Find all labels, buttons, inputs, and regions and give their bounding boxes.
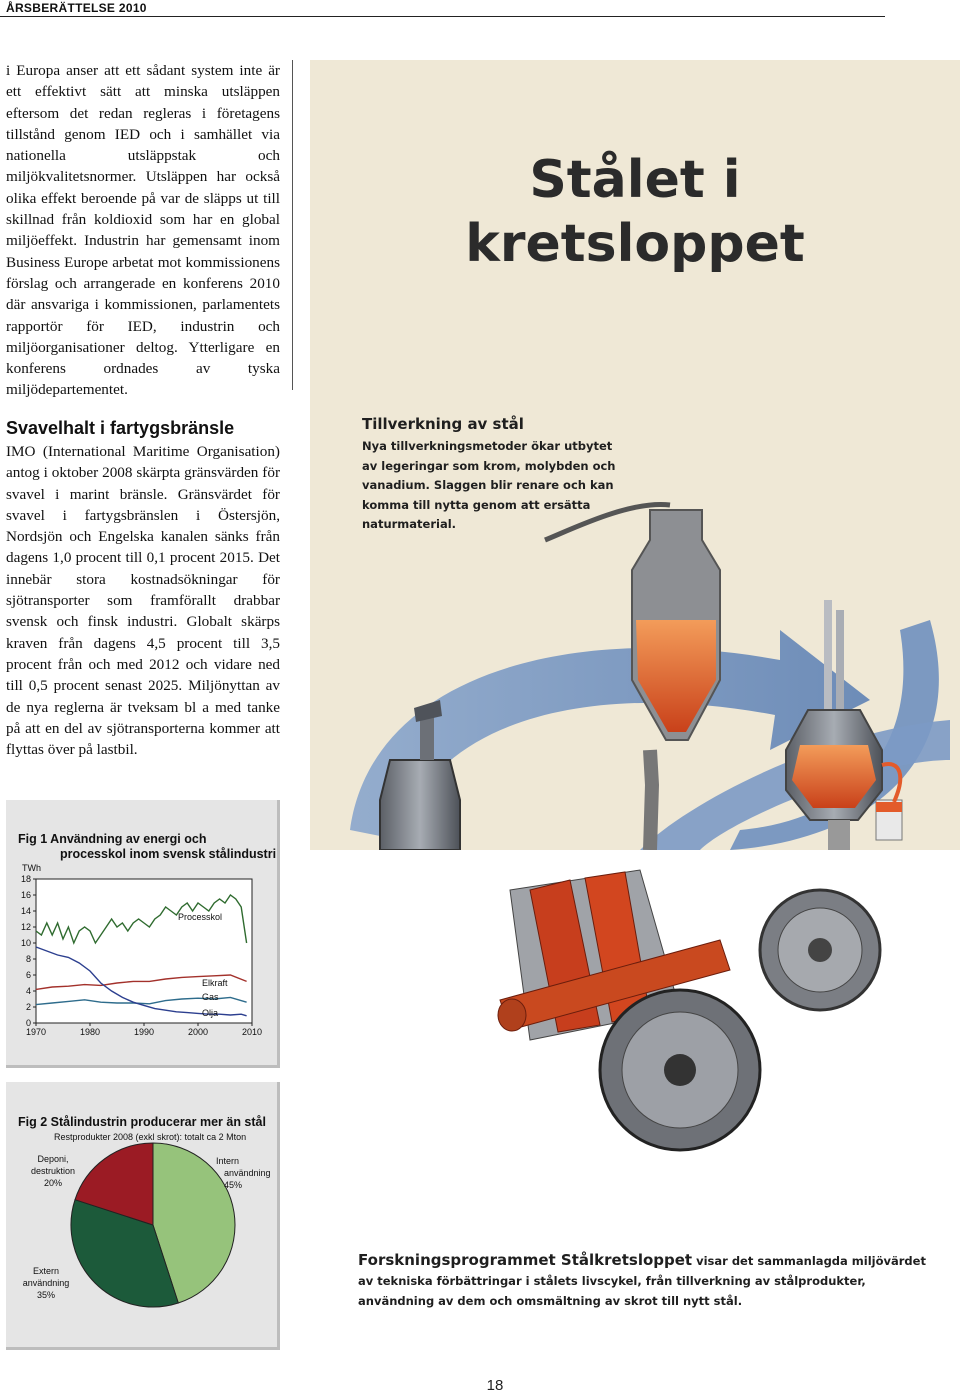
fig1-y-unit: TWh (22, 863, 41, 873)
fig1-y-tick-label: 12 (20, 922, 31, 932)
production-note (362, 415, 622, 535)
fig1-x-tick-label: 1970 (25, 1027, 47, 1037)
fig1-series-label: Olja (202, 1008, 219, 1018)
fig1-y-tick-label: 14 (20, 906, 31, 916)
fig1-title-line-1: Fig 1 Användning av energi och (18, 832, 207, 846)
section-paragraph: IMO (International Maritime Organisation) antog i oktober 2008 skärpta gränsvärden för svavel i marint bränsle. Gränsvärdet för svavel i fartygsbränslen i Östersjön, Nordsjön och Engelska kanalen sänks från dagens 1,0 procent till 0,1 procent 2015. Det innebär stora kostnadsökningar för sjötransporter som framförallt drabbar svensk och finsk industri. Globalt skärps kraven från dagens 4,5 procent till 3,5 procent från och med 2012 och vidare ned till 0,5 procent senast 2025. Miljönyttan av de nya reglerna är tveksam bl a med tanke på att en del av sjötransporterna kommer att flyttas över på lastbil. (6, 443, 280, 759)
scrap-container (380, 760, 460, 850)
fig1-y-tick-label: 4 (25, 986, 31, 996)
fig2-slice-label: Deponi, destruktion 20% (30, 1154, 76, 1188)
section-heading: Svavelhalt i fartygsbränsle (6, 418, 235, 438)
fig2-plot (6, 1082, 277, 1347)
fig1-y-tick-label: 6 (25, 970, 31, 980)
sulphur-section (6, 417, 280, 760)
fig2-slice-label: Extern användning 35% (22, 1266, 70, 1300)
fig1-y-tick-label: 0 (25, 1018, 31, 1028)
fig1-plot (6, 800, 277, 1065)
fig1-x-tick-label: 1990 (133, 1027, 155, 1037)
fig2-title: Fig 2 Stålindustrin producerar mer än stål (18, 1115, 266, 1129)
fig1-series-label: Elkraft (202, 978, 228, 988)
fig2-slice-label: Intern användning 45% (216, 1156, 271, 1190)
fig1-series-label: Gas (202, 992, 219, 1002)
figure-1-energy-chart (6, 800, 280, 1068)
fig1-x-tick-label: 2000 (187, 1027, 209, 1037)
title-line-2: kretsloppet (465, 214, 805, 274)
fig1-y-tick-label: 16 (20, 890, 31, 900)
intro-paragraph: i Europa anser att ett sådant system inte är ett effektivt sätt att minska utsläppen eftersom det redan regleras i företagens tillstånd genom IED och i samhället via nationella utsläppstak och miljökvalitetsnormer. Utsläppen har också olika effekt beroende på var de släpps ut till skillnad från koldioxid som har en global miljöeffekt. Industrin har gemensamt inom Business Europe arbetat mot kommissionens förslag och arrangerade en konferens 2010 där ansvariga i kommissionen, parlamentets rapportör för IED, industrin och miljöorganisationer deltog. Ytterligare en konferens ordnades av tyska miljödepartementet. (6, 62, 280, 399)
header-rule (0, 16, 885, 17)
production-note-text: Nya tillverkningsmetoder ökar utbytet av legeringar som krom, molybden och vanadium. Slaggen blir renare och kan komma till nytta genom att ersätta naturmaterial. (362, 439, 616, 531)
fig1-x-tick-label: 2010 (241, 1027, 263, 1037)
intro-column (6, 60, 280, 401)
column-divider (292, 60, 293, 390)
caption-text: visar det sammanlagda miljövärdet av tekniska förbättringar i stålets livscykel, från tillverkning av stålprodukter, användning av dem och omsmältning av skrot till nytt stål. (358, 1254, 926, 1308)
header-title: ÅRSBERÄTTELSE 2010 (6, 1, 147, 15)
title-line-1: Stålet i (529, 150, 741, 210)
caption-lead: Forskningsprogrammet Stålkretsloppet (358, 1251, 693, 1269)
fig1-title-line-2: processkol inom svensk stålindustri (60, 847, 277, 861)
fig1-y-tick-label: 8 (25, 954, 31, 964)
fig1-x-tick-label: 1980 (79, 1027, 101, 1037)
page-number: 18 (486, 1377, 504, 1394)
infographic-title (310, 148, 960, 276)
production-note-heading: Tillverkning av stål (362, 415, 524, 433)
research-caption (358, 1250, 938, 1311)
fig1-series-label: Processkol (178, 912, 223, 922)
fig2-subtitle: Restprodukter 2008 (exkl skrot): totalt ca 2 Mton (54, 1132, 247, 1142)
fig1-y-tick-label: 10 (20, 938, 31, 948)
figure-2-pie-chart (6, 1082, 280, 1350)
fig1-y-tick-label: 2 (25, 1002, 31, 1012)
steel-cycle-infographic (310, 60, 960, 850)
fig1-y-tick-label: 18 (20, 874, 31, 884)
